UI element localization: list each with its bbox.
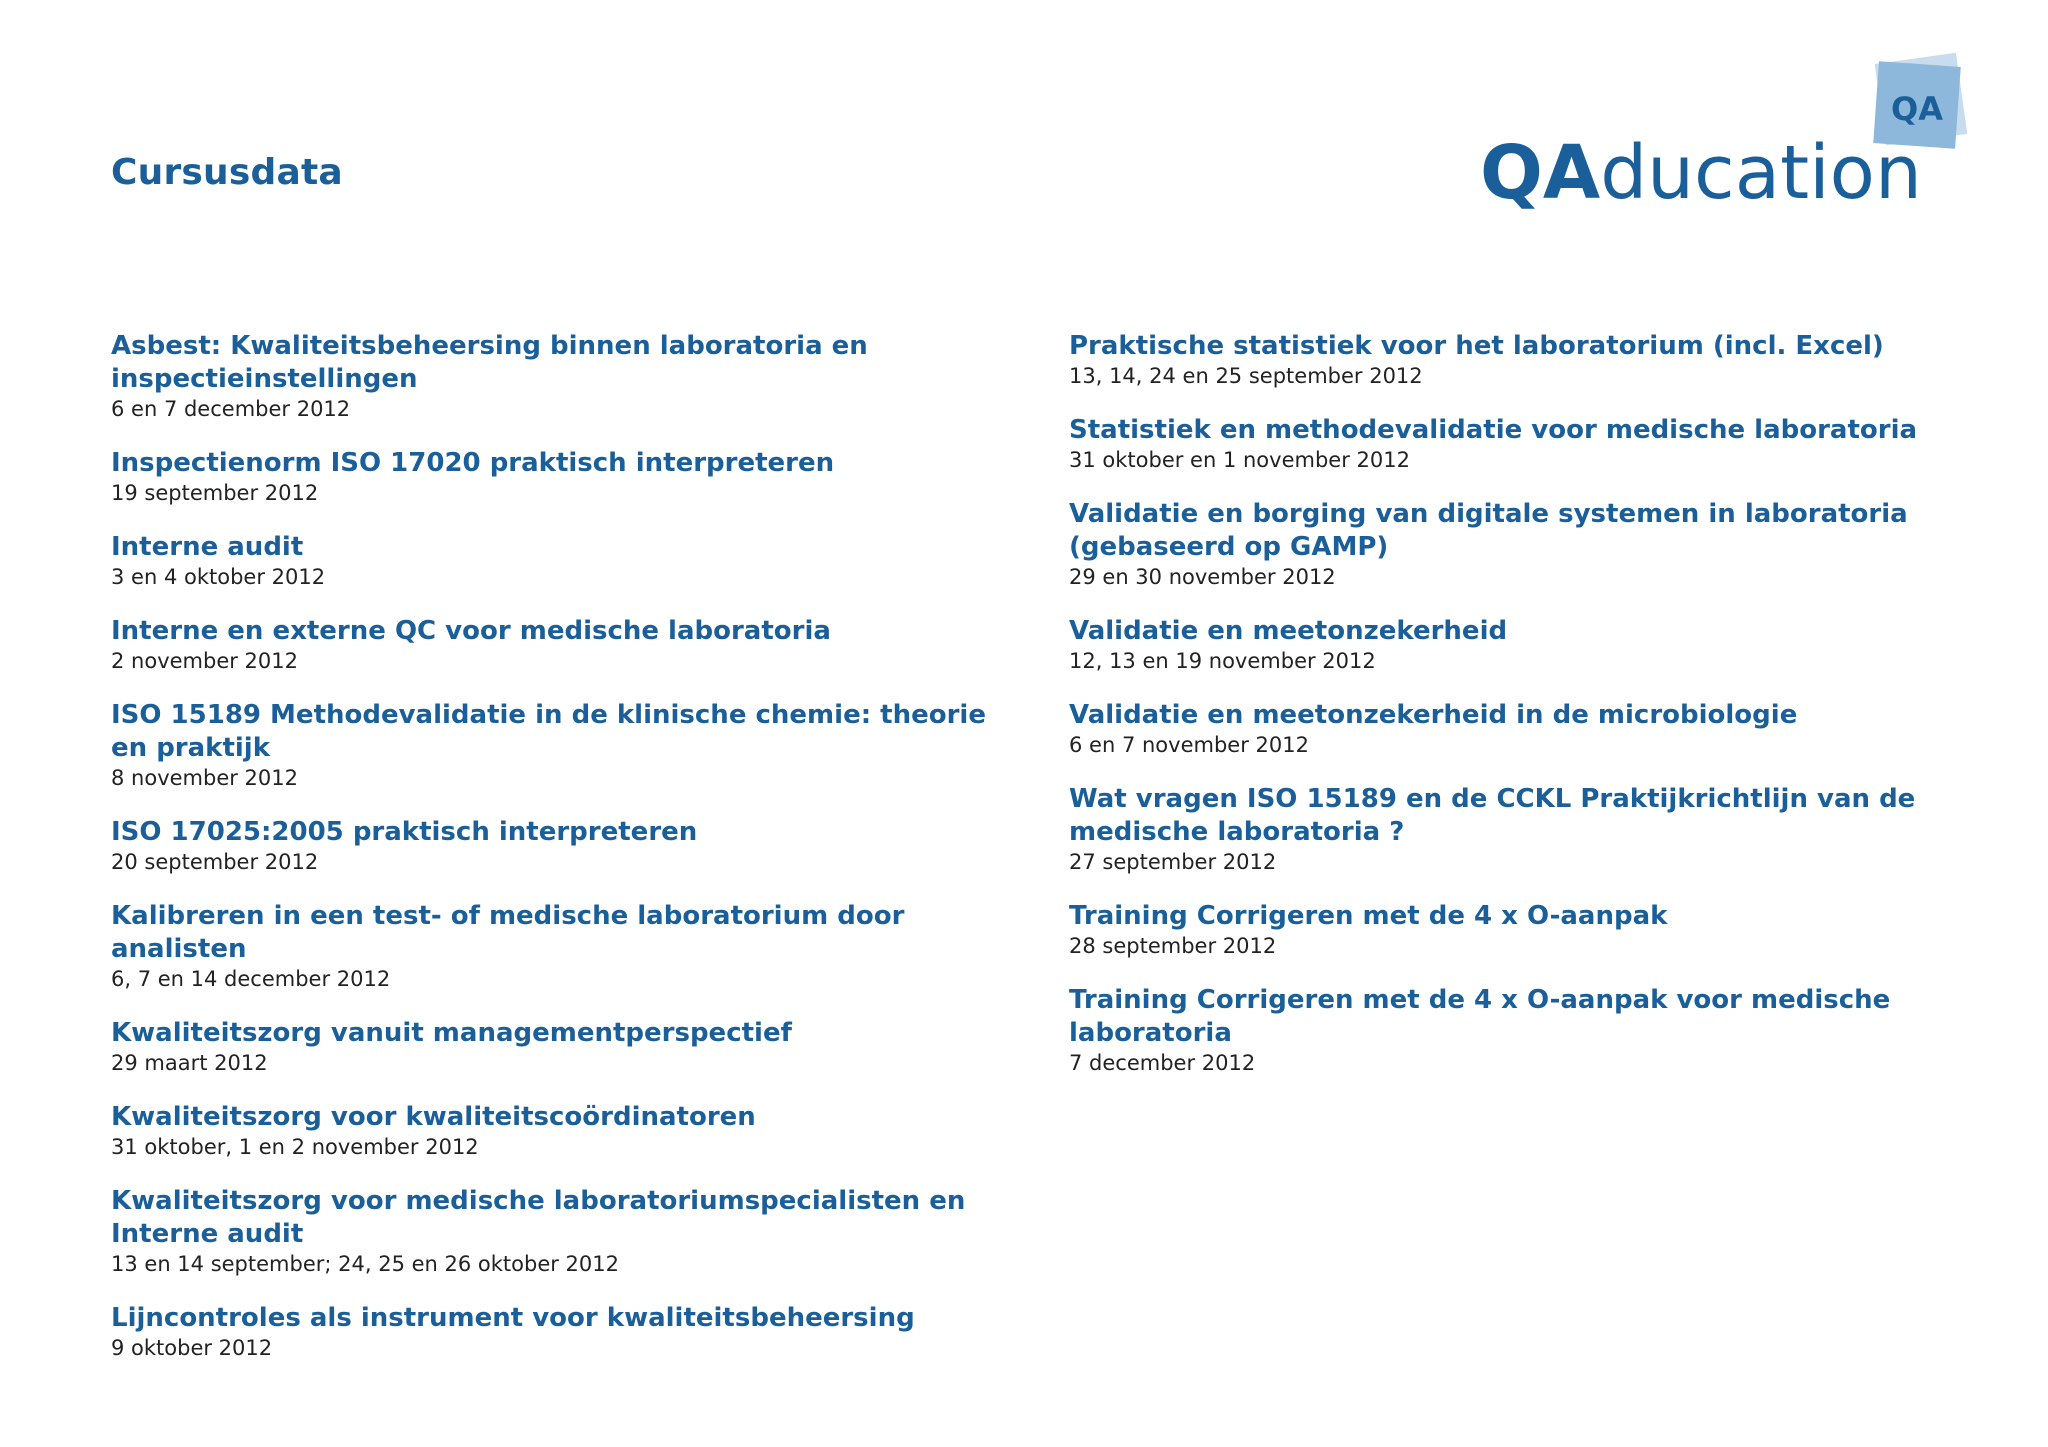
course-item bbox=[111, 615, 1011, 675]
course-title: Kwaliteitszorg voor medische laboratoriumspecialisten en Interne audit bbox=[111, 1186, 966, 1249]
course-item bbox=[1069, 330, 1969, 390]
course-date: 29 en 30 november 2012 bbox=[1069, 565, 1336, 589]
course-item bbox=[1069, 414, 1969, 474]
course-date: 12, 13 en 19 november 2012 bbox=[1069, 649, 1376, 673]
course-item bbox=[111, 447, 1011, 507]
course-date: 13 en 14 september; 24, 25 en 26 oktober 2012 bbox=[111, 1252, 619, 1276]
course-item bbox=[1069, 900, 1969, 960]
course-date: 6 en 7 december 2012 bbox=[111, 397, 351, 421]
right-course-column bbox=[1069, 330, 1969, 1101]
logo-text-bold: QA bbox=[1480, 130, 1601, 210]
page-title: Cursusdata bbox=[111, 152, 343, 193]
course-item bbox=[111, 699, 1011, 792]
course-date: 9 oktober 2012 bbox=[111, 1336, 273, 1360]
course-item bbox=[111, 330, 1011, 423]
course-title: ISO 17025:2005 praktisch interpreteren bbox=[111, 817, 698, 847]
course-date: 6, 7 en 14 december 2012 bbox=[111, 967, 391, 991]
course-title: Interne en externe QC voor medische laboratoria bbox=[111, 616, 831, 646]
course-item bbox=[111, 531, 1011, 591]
course-date: 31 oktober, 1 en 2 november 2012 bbox=[111, 1135, 479, 1159]
course-date: 29 maart 2012 bbox=[111, 1051, 268, 1075]
qaducation-logo bbox=[1480, 50, 1990, 210]
logo-text-light: ducation bbox=[1600, 130, 1922, 210]
course-date: 8 november 2012 bbox=[111, 766, 299, 790]
logo-wordmark bbox=[1480, 130, 1922, 210]
course-date: 19 september 2012 bbox=[111, 481, 319, 505]
course-title: Praktische statistiek voor het laboratorium (incl. Excel) bbox=[1069, 331, 1884, 361]
course-title: ISO 15189 Methodevalidatie in de klinische chemie: theorie en praktijk bbox=[111, 700, 986, 763]
course-item bbox=[111, 900, 1011, 993]
course-title: Kwaliteitszorg vanuit managementperspectief bbox=[111, 1018, 792, 1048]
course-title: Validatie en borging van digitale systemen in laboratoria (gebaseerd op GAMP) bbox=[1069, 499, 1908, 562]
course-date: 31 oktober en 1 november 2012 bbox=[1069, 448, 1410, 472]
course-title: Training Corrigeren met de 4 x O-aanpak voor medische laboratoria bbox=[1069, 985, 1891, 1048]
course-title: Validatie en meetonzekerheid bbox=[1069, 616, 1508, 646]
course-title: Validatie en meetonzekerheid in de microbiologie bbox=[1069, 700, 1798, 730]
course-title: Kalibreren in een test- of medische laboratorium door analisten bbox=[111, 901, 905, 964]
course-title: Asbest: Kwaliteitsbeheersing binnen laboratoria en inspectieinstellingen bbox=[111, 331, 868, 394]
course-date: 3 en 4 oktober 2012 bbox=[111, 565, 326, 589]
course-date: 6 en 7 november 2012 bbox=[1069, 733, 1309, 757]
course-date: 20 september 2012 bbox=[111, 850, 319, 874]
course-title: Inspectienorm ISO 17020 praktisch interpreteren bbox=[111, 448, 835, 478]
course-date: 28 september 2012 bbox=[1069, 934, 1277, 958]
course-date: 7 december 2012 bbox=[1069, 1051, 1256, 1075]
course-item bbox=[1069, 615, 1969, 675]
course-item bbox=[1069, 783, 1969, 876]
course-title: Interne audit bbox=[111, 532, 304, 562]
course-date: 2 november 2012 bbox=[111, 649, 299, 673]
course-title: Kwaliteitszorg voor kwaliteitscoördinatoren bbox=[111, 1102, 756, 1132]
course-item bbox=[1069, 699, 1969, 759]
course-title: Training Corrigeren met de 4 x O-aanpak bbox=[1069, 901, 1668, 931]
course-title: Wat vragen ISO 15189 en de CCKL Praktijkrichtlijn van de medische laboratoria ? bbox=[1069, 784, 1916, 847]
course-item bbox=[111, 816, 1011, 876]
course-date: 13, 14, 24 en 25 september 2012 bbox=[1069, 364, 1423, 388]
course-title: Statistiek en methodevalidatie voor medische laboratoria bbox=[1069, 415, 1918, 445]
course-item bbox=[111, 1101, 1011, 1161]
course-item bbox=[1069, 498, 1969, 591]
course-title: Lijncontroles als instrument voor kwaliteitsbeheersing bbox=[111, 1303, 915, 1333]
course-date: 27 september 2012 bbox=[1069, 850, 1277, 874]
course-item bbox=[111, 1185, 1011, 1278]
logo-badge-text: QA bbox=[1891, 90, 1943, 128]
course-item bbox=[1069, 984, 1969, 1077]
course-item bbox=[111, 1302, 1011, 1362]
left-course-column bbox=[111, 330, 1011, 1386]
course-item bbox=[111, 1017, 1011, 1077]
